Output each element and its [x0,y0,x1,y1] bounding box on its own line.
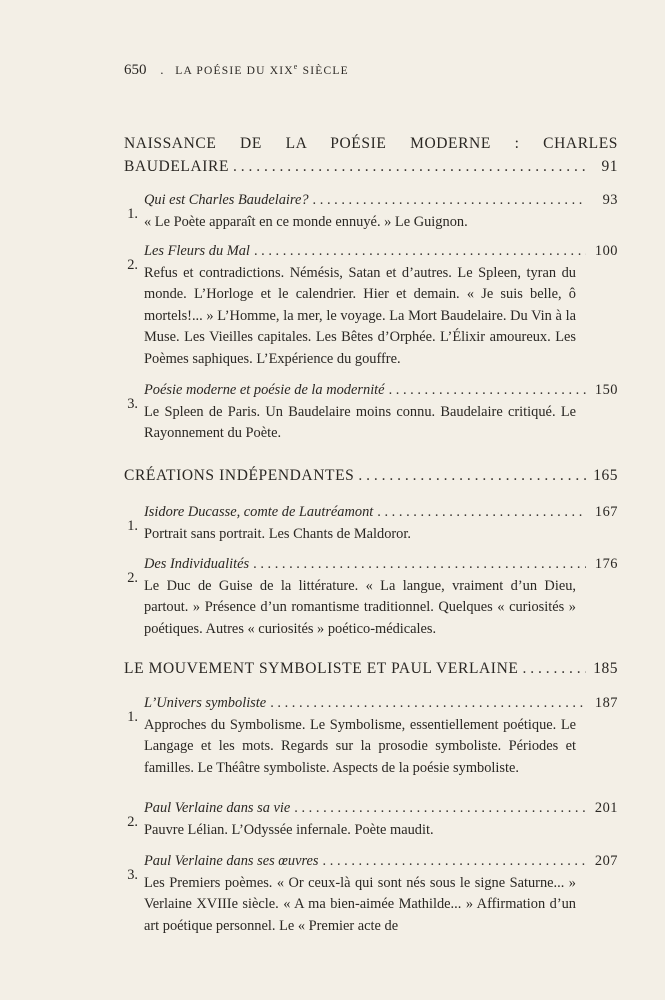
entry-number: 2. [127,814,138,830]
entry-page-ref: 93 [602,192,618,208]
entry-description: Le Spleen de Paris. Un Baudelaire moins connu. Baudelaire critiqué. Le Rayonnement du Poète. [144,403,576,441]
entry-title: Des Individualités [144,556,250,572]
toc-entry [127,502,618,545]
section-page-ref: 185 [593,660,618,677]
dot-leader [323,851,586,873]
entry-number: 1. [127,709,138,725]
entry-description: Approches du Symbolisme. Le Symbolisme, essentiellement poétique. Le Langage et les mots. Regards sur la prosodie symboliste. Périodes et familles. Le Théâtre symboliste. Aspects de la poésie symboliste. [144,716,576,776]
toc-entry [127,380,618,445]
toc-entry [127,693,618,779]
entry-page-ref: 150 [594,382,618,398]
entry-page-ref: 100 [594,243,618,259]
running-head-separator: . [160,62,164,77]
entry-description: Portrait sans portrait. Les Chants de Maldoror. [144,525,411,542]
toc-entry [127,190,618,233]
dot-leader [358,464,586,487]
section-heading-line1: LE MOUVEMENT SYMBOLISTE ET PAUL VERLAINE [124,660,519,677]
dot-leader [294,798,586,820]
entry-title: Qui est Charles Baudelaire? [144,192,309,208]
toc-entry [127,851,618,937]
entry-description: Les Premiers poèmes. « Or ceux-là qui sont nés sous le signe Saturne... » Verlaine XVIIIe siècle. « A ma bien-aimée Mathilde... » Affirmation d’un art poétique personnel. Le « Premier acte de [144,874,576,934]
entry-number: 2. [127,570,138,586]
section-heading-baudelaire [124,132,618,178]
dot-leader [389,380,586,402]
toc-entry [127,554,618,640]
dot-leader [522,657,586,680]
dot-leader [313,190,586,212]
entry-title: L’Univers symboliste [144,695,267,711]
entry-title: Paul Verlaine dans sa vie [144,800,291,816]
section-page-ref: 91 [601,158,618,175]
entry-title: Les Fleurs du Mal [144,243,250,259]
running-head-title: LA POÉSIE DU XIXe SIÈCLE [175,62,349,77]
section-heading-creations [124,464,618,487]
entry-title: Paul Verlaine dans ses œuvres [144,853,319,869]
entry-page-ref: 176 [594,556,618,572]
toc-entry [127,241,618,370]
entry-description: Le Duc de Guise de la littérature. « La langue, vraiment d’un Dieu, partout. » Présence d’un romantisme traditionnel. Quelques « curiosités » poétiques. Autres « curiosités » poético-médicales. [144,577,576,637]
entry-page-ref: 201 [594,800,618,816]
entry-title: Isidore Ducasse, comte de Lautréamont [144,504,374,520]
page-number: 650 [124,62,147,78]
section-page-ref: 165 [593,467,618,484]
running-head [124,62,349,79]
entry-title: Poésie moderne et poésie de la modernité [144,382,385,398]
entry-description: Pauvre Lélian. L’Odyssée infernale. Poète maudit. [144,821,434,838]
section-heading-symboliste [124,657,618,680]
entry-number: 3. [127,396,138,412]
dot-leader [233,155,586,178]
dot-leader [270,693,586,715]
entry-number: 3. [127,867,138,883]
entry-page-ref: 167 [594,504,618,520]
dot-leader [254,241,586,263]
entry-number: 2. [127,257,138,273]
entry-page-ref: 187 [594,695,618,711]
dot-leader [377,502,586,524]
section-heading-line1: CRÉATIONS INDÉPENDANTES [124,467,355,484]
entry-page-ref: 207 [594,853,618,869]
section-heading-line1: NAISSANCE DE LA POÉSIE MODERNE : CHARLES [124,135,618,152]
entry-description: Refus et contradictions. Némésis, Satan et d’autres. Le Spleen, tyran du monde. L’Horloge et le calendrier. Hier et demain. « Je suis belle, ô mortels!... » L’Homme, la mer, le voyage. La Mort Baudelaire. Du Vin à la Muse. Les Vieilles capitales. Les Bêtes d’Orphée. L’Élixir amoureux. Les Poèmes saphiques. L’Expérience du gouffre. [144,264,576,367]
entry-number: 1. [127,518,138,534]
section-heading-line2: BAUDELAIRE [124,158,230,175]
dot-leader [253,554,586,576]
toc-entry [127,798,618,841]
entry-description: « Le Poète apparaît en ce monde ennuyé. » Le Guignon. [144,213,468,230]
entry-number: 1. [127,206,138,222]
